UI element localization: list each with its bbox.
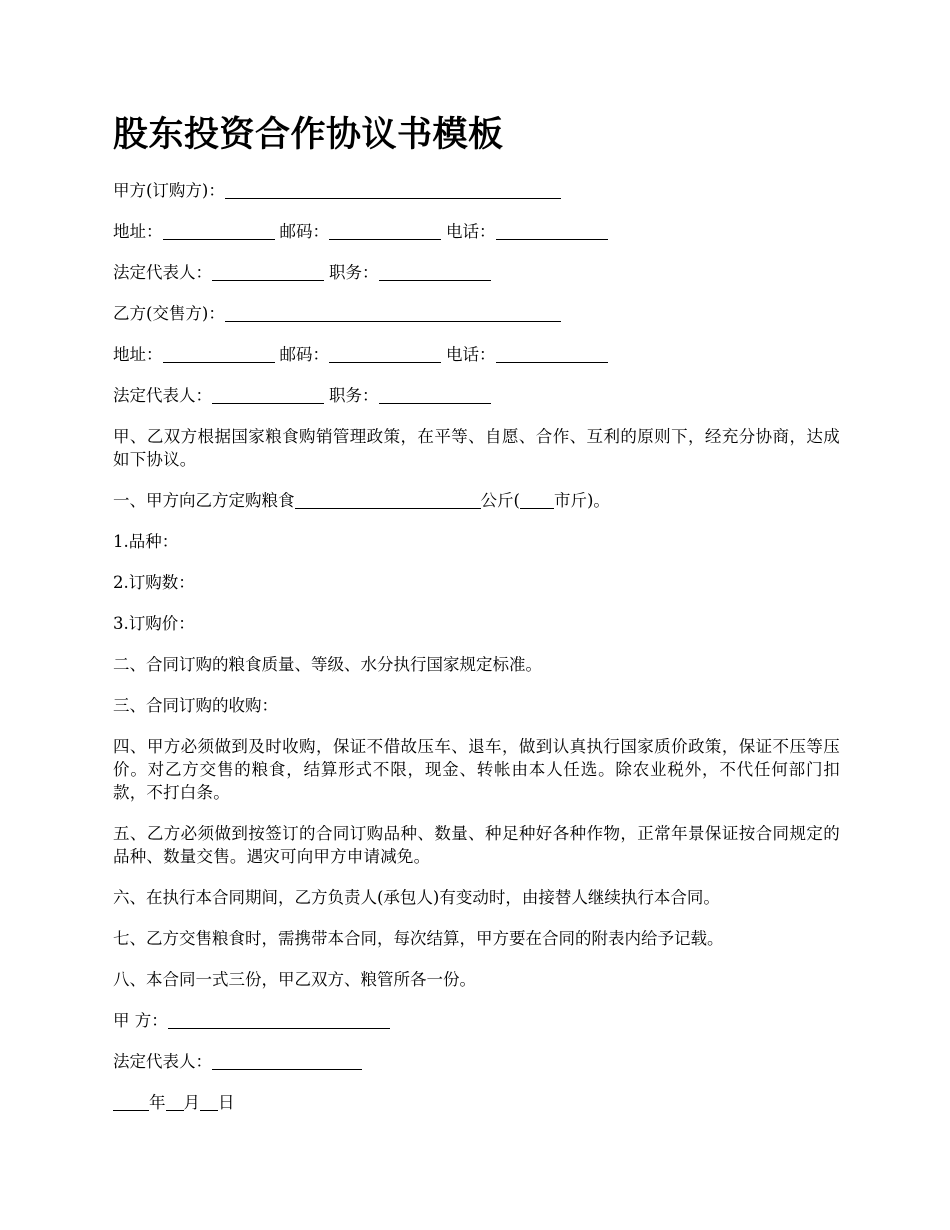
day-blank bbox=[200, 1094, 218, 1111]
party-b-postcode-blank bbox=[329, 346, 441, 363]
party-a-postcode-label: 邮码： bbox=[279, 222, 329, 241]
signature-party-blank bbox=[168, 1012, 390, 1029]
clause-4: 四、甲方必须做到及时收购，保证不借故压车、退车，做到认真执行国家质价政策，保证不压等压价。对乙方交售的粮食，结算形式不限，现金、转帐由本人任选。除农业税外，不代任何部门扣款，不打白条。 bbox=[113, 737, 840, 802]
item-variety: 1.品种： bbox=[113, 532, 179, 551]
day-label: 日 bbox=[218, 1093, 235, 1112]
clause-1-unit2: 市斤)。 bbox=[553, 491, 610, 510]
clause-2: 二、合同订购的粮食质量、等级、水分执行国家规定标准。 bbox=[113, 655, 542, 674]
clause-5: 五、乙方必须做到按签订的合同订购品种、数量、种足种好各种作物，正常年景保证按合同规定的品种、数量交售。遇灾可向甲方申请减免。 bbox=[113, 824, 840, 866]
signature-rep bbox=[113, 1050, 840, 1073]
item-price: 3.订购价： bbox=[113, 614, 195, 633]
clause-1-prefix: 一、甲方向乙方定购粮食 bbox=[113, 491, 295, 510]
clause-6: 六、在执行本合同期间，乙方负责人(承包人)有变动时，由接替人继续执行本合同。 bbox=[113, 888, 720, 907]
clause-1-jin-blank bbox=[520, 492, 554, 509]
clause-8: 八、本合同一式三份，甲乙双方、粮管所各一份。 bbox=[113, 970, 476, 989]
month-label: 月 bbox=[183, 1093, 200, 1112]
page-title: 股东投资合作协议书模板 bbox=[113, 115, 504, 155]
party-b-phone-blank bbox=[496, 346, 608, 363]
month-blank bbox=[166, 1094, 184, 1111]
clause-1-unit: 公斤( bbox=[480, 491, 520, 510]
party-a-postcode-blank bbox=[329, 223, 441, 240]
signature-party-label: 甲 方： bbox=[113, 1011, 168, 1030]
party-b-line bbox=[113, 302, 840, 325]
party-b-address-blank bbox=[163, 346, 275, 363]
party-b-rep-blank bbox=[212, 387, 324, 404]
party-b-rep-label: 法定代表人： bbox=[113, 386, 212, 405]
party-b-label: 乙方(交售方)： bbox=[113, 304, 225, 323]
party-b-address-label: 地址： bbox=[113, 345, 163, 364]
party-a-phone-blank bbox=[496, 223, 608, 240]
party-a-line bbox=[113, 179, 840, 202]
party-b-position-label: 职务： bbox=[329, 386, 379, 405]
party-a-contact-line bbox=[113, 220, 840, 243]
party-b-position-blank bbox=[379, 387, 491, 404]
signature-party-a bbox=[113, 1009, 840, 1032]
party-b-contact-line bbox=[113, 343, 840, 366]
party-a-blank bbox=[225, 182, 561, 199]
clause-1-qty-blank bbox=[295, 492, 481, 509]
item-quantity: 2.订购数： bbox=[113, 573, 195, 592]
party-a-rep-line bbox=[113, 261, 840, 284]
party-a-position-blank bbox=[379, 264, 491, 281]
party-b-rep-line bbox=[113, 384, 840, 407]
year-label: 年 bbox=[149, 1093, 166, 1112]
party-a-address-blank bbox=[163, 223, 275, 240]
clause-7: 七、乙方交售粮食时，需携带本合同，每次结算，甲方要在合同的附表内给予记载。 bbox=[113, 929, 724, 948]
party-a-address-label: 地址： bbox=[113, 222, 163, 241]
signature-rep-blank bbox=[212, 1053, 362, 1070]
party-a-label: 甲方(订购方)： bbox=[113, 181, 225, 200]
year-blank bbox=[113, 1094, 149, 1111]
clause-3: 三、合同订购的收购： bbox=[113, 696, 278, 715]
party-a-phone-label: 电话： bbox=[446, 222, 496, 241]
party-a-rep-blank bbox=[212, 264, 324, 281]
signature-date bbox=[113, 1091, 840, 1114]
intro-paragraph: 甲、乙双方根据国家粮食购销管理政策，在平等、自愿、合作、互利的原则下，经充分协商，达成如下协议。 bbox=[113, 427, 840, 469]
party-b-blank bbox=[225, 305, 561, 322]
party-b-phone-label: 电话： bbox=[446, 345, 496, 364]
clause-1 bbox=[113, 489, 840, 512]
party-a-rep-label: 法定代表人： bbox=[113, 263, 212, 282]
signature-rep-label: 法定代表人： bbox=[113, 1052, 212, 1071]
party-b-postcode-label: 邮码： bbox=[279, 345, 329, 364]
party-a-position-label: 职务： bbox=[329, 263, 379, 282]
contract-page bbox=[113, 112, 840, 1132]
